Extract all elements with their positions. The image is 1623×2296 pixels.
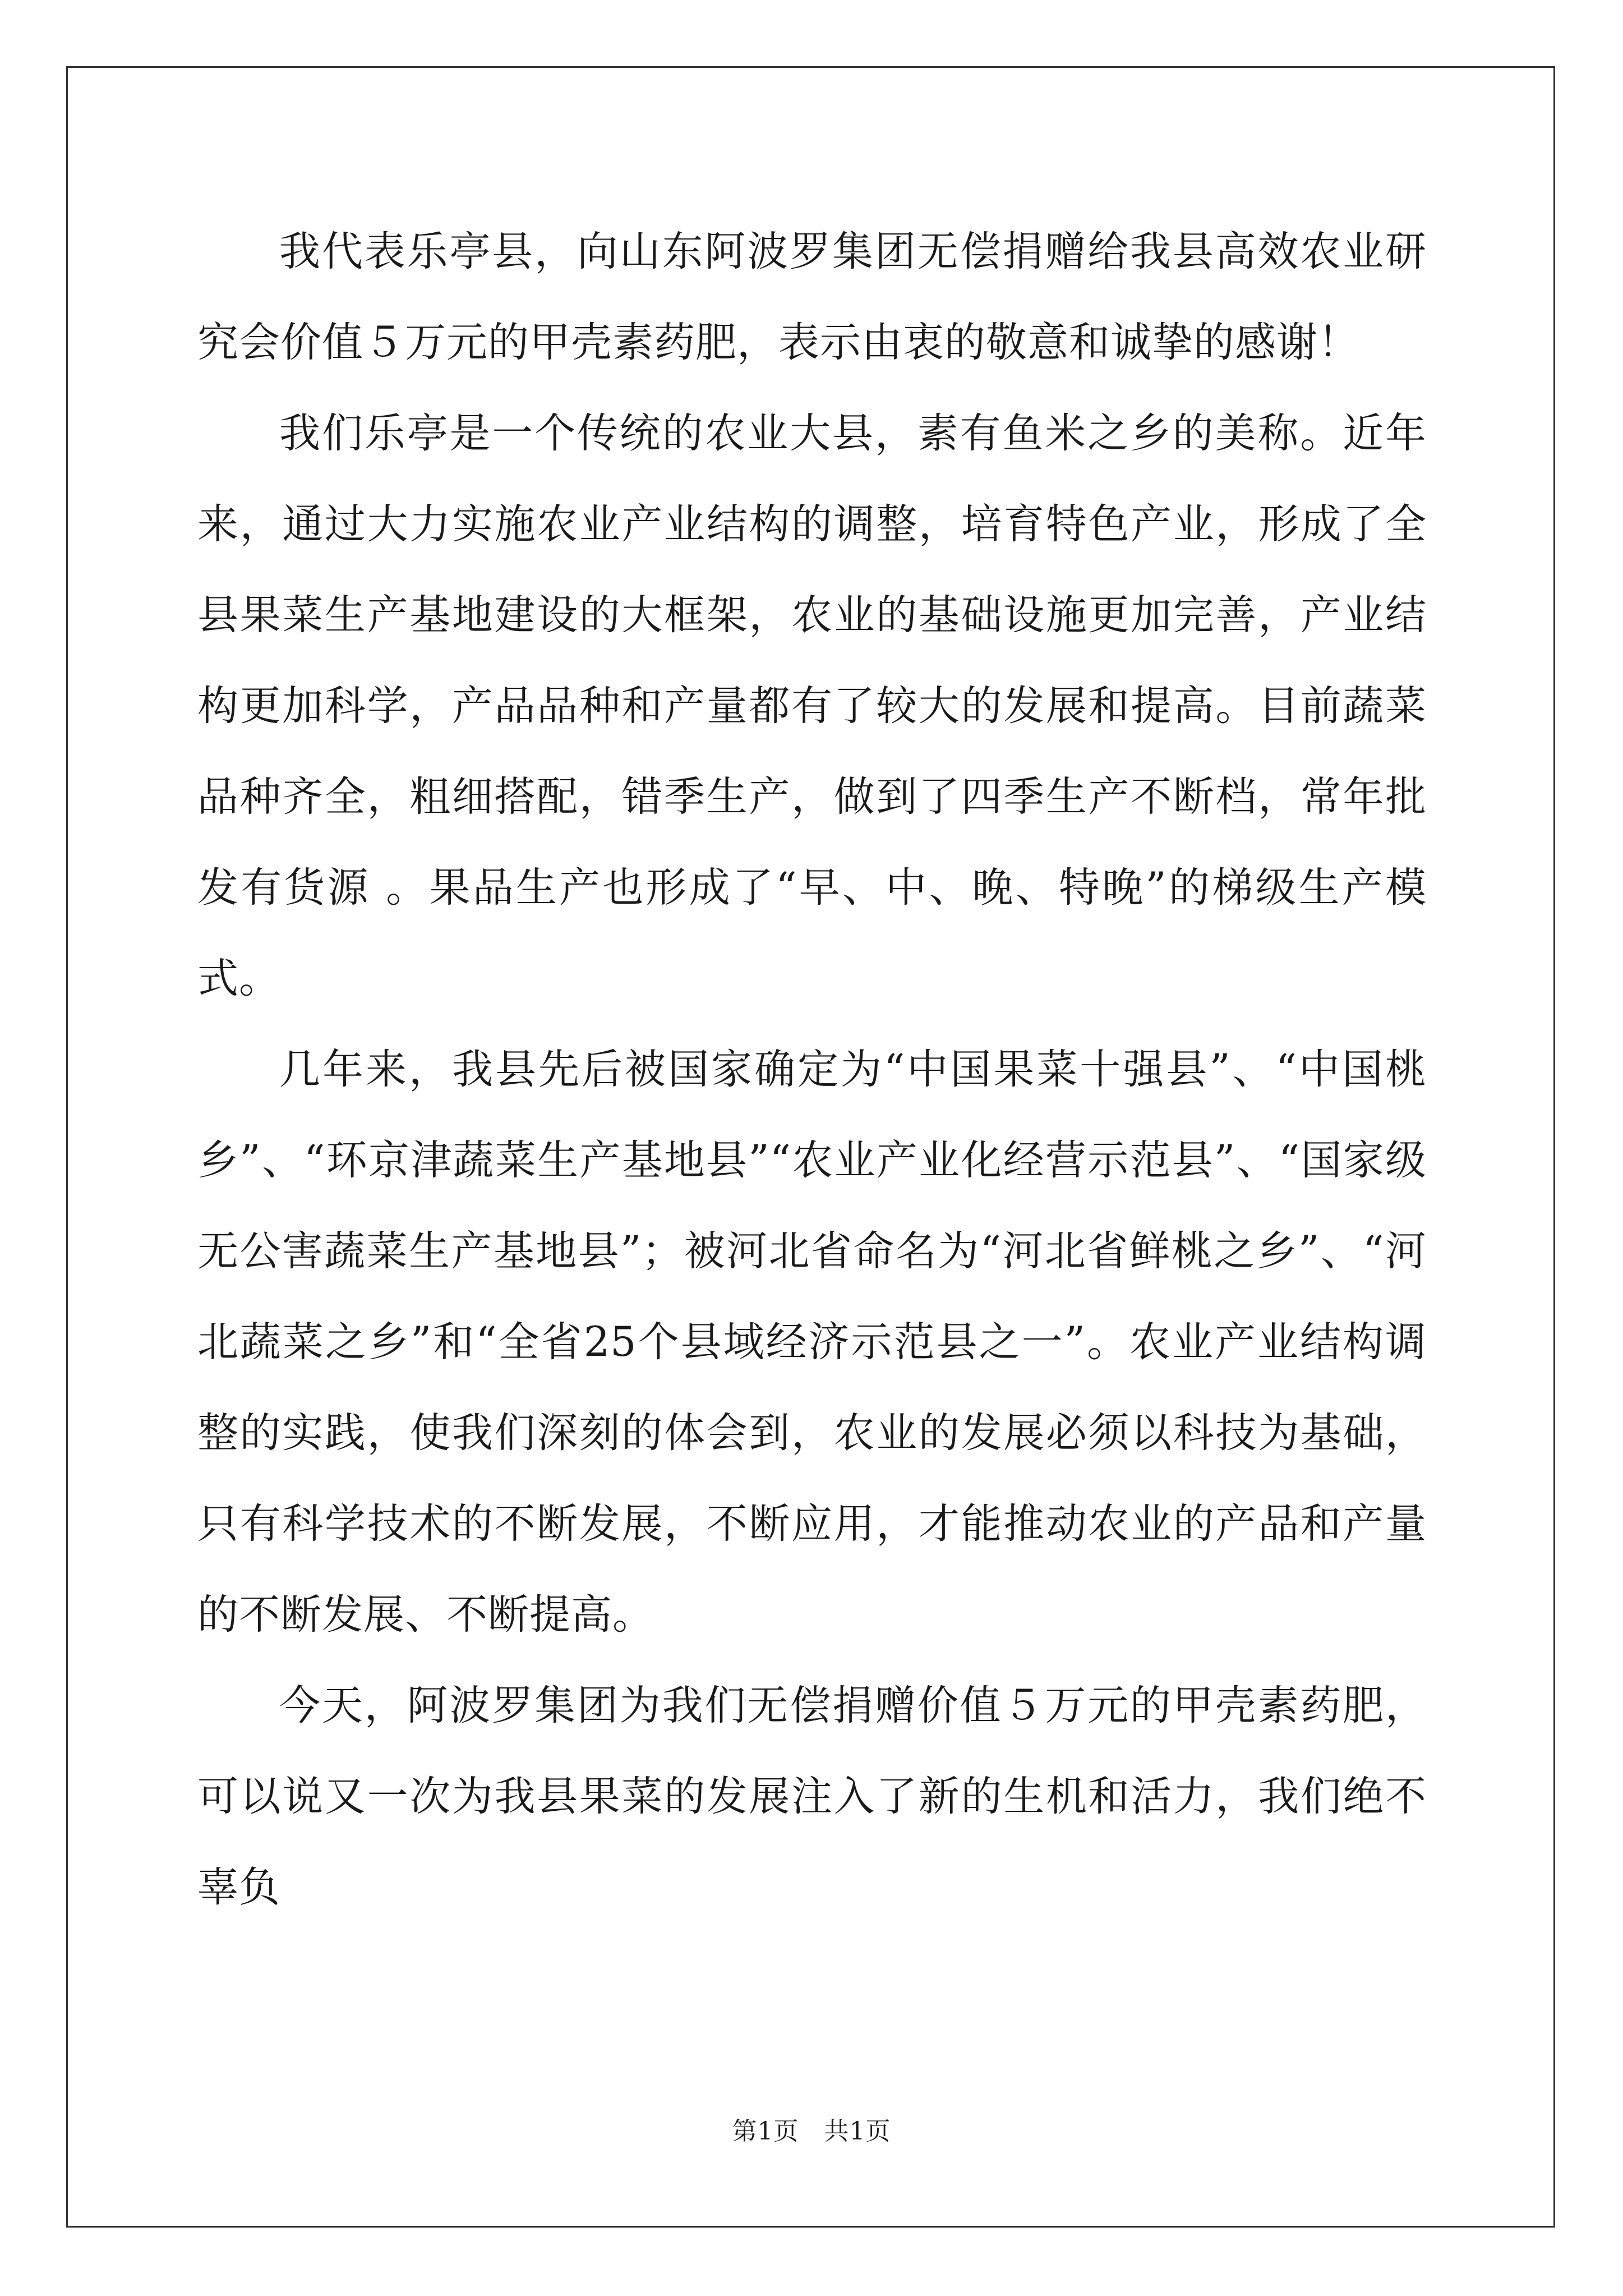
paragraph-3: 几年来，我县先后被国家确定为“中国果菜十强县”、“中国桃乡”、“环京津蔬菜生产基地县”“农业产业化经营示范县”、“国家级无公害蔬菜生产基地县”；被河北省命名为“河北省鲜桃之乡”、“河北蔬菜之乡”和“全省25个县域经济示范县之一”。农业产业结构调整的实践，使我们深刻的体会到，农业的发展必须以科技为基础，只有科学技术的不断发展，不断应用，才能推动农业的产品和产量的不断发展、不断提高。 (197, 1046, 1427, 1639)
page-number: 第1页 (732, 2117, 799, 2146)
page-total: 共1页 (824, 2117, 891, 2146)
page-footer (0, 2115, 1623, 2148)
paragraph-2: 我们乐亭是一个传统的农业大县，素有鱼米之乡的美称。近年来，通过大力实施农业产业结构的调整，培育特色产业，形成了全县果菜生产基地建设的大框架，农业的基础设施更加完善，产业结构更加科学，产品品种和产量都有了较大的发展和提高。目前蔬菜品种齐全，粗细搭配，错季生产，做到了四季生产不断档，常年批发有货源 。果品生产也形成了“早、中、晚、特晚”的梯级生产模式。 (197, 409, 1427, 1002)
document-body (197, 206, 1427, 1933)
paragraph-4: 今天，阿波罗集团为我们无偿捐赠价值５万元的甲壳素药肥，可以说又一次为我县果菜的发展注入了新的生机和活力，我们绝不辜负 (197, 1682, 1427, 1911)
paragraph-1: 我代表乐亭县，向山东阿波罗集团无偿捐赠给我县高效农业研究会价值５万元的甲壳素药肥，表示由衷的敬意和诚挚的感谢！ (197, 228, 1427, 366)
